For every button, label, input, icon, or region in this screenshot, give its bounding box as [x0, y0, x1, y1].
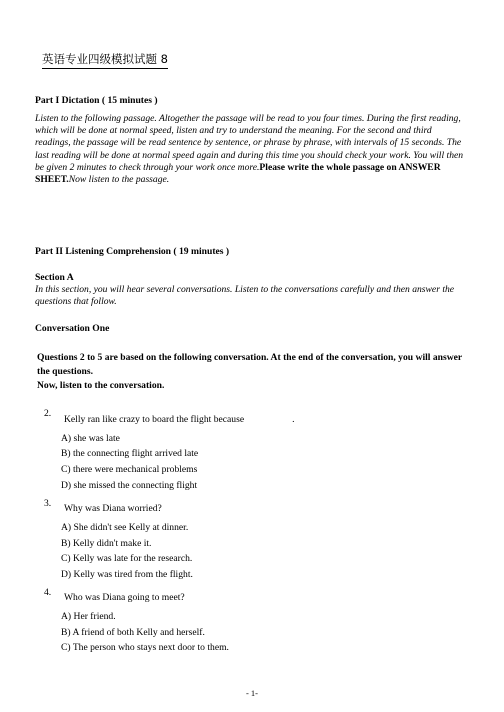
option-b: B) A friend of both Kelly and herself. — [61, 627, 205, 638]
section-a-heading: Section A — [35, 272, 74, 283]
part1-instructions-italic: Listen to the following passage. Altogether the passage will be read to you four times. During the first reading, which will be done at normal speed, listen and try to understand the meaning. For the second and third readings, the passage will be read sentence by sentence, or phrase by phrase, with intervals of 15 seconds. The last reading will be done at normal speed again and during this time you should check your work. You will then be given 2 minutes to check through your work once more. — [35, 113, 464, 173]
question-text: Why was Diana worried? — [64, 503, 162, 514]
question-text — [64, 414, 294, 425]
part1-instructions-tail: Now listen to the passage. — [68, 174, 170, 186]
option-c: C) The person who stays next door to them. — [61, 642, 229, 653]
part2-heading: Part II Listening Comprehension ( 19 minutes ) — [35, 246, 230, 257]
option-c: C) there were mechanical problems — [61, 464, 198, 475]
conversation-intro — [37, 351, 471, 393]
question-text: Who was Diana going to meet? — [64, 592, 185, 603]
question-stem: Kelly ran like crazy to board the flight because — [64, 414, 245, 425]
option-d: D) Kelly was tired from the flight. — [61, 569, 193, 580]
conversation-title: Conversation One — [35, 323, 110, 334]
option-b: B) Kelly didn't make it. — [61, 538, 152, 549]
option-a: A) Her friend. — [61, 611, 116, 622]
conversation-intro-line1: Questions 2 to 5 are based on the following conversation. At the end of the conversation, you will answer the questions. — [37, 352, 462, 377]
option-d: D) she missed the connecting flight — [61, 480, 198, 491]
part1-heading: Part I Dictation ( 15 minutes ) — [35, 95, 158, 106]
part1-instructions-bold: Please write the whole passage on ANSWER SHEET. — [35, 161, 441, 186]
option-a: A) She didn't see Kelly at dinner. — [61, 522, 189, 533]
option-c: C) Kelly was late for the research. — [61, 553, 193, 564]
question-number: 4. — [44, 587, 52, 598]
question-number: 2. — [44, 408, 52, 419]
page-title: 英语专业四级模拟试题 8 — [42, 51, 168, 69]
option-b: B) the connecting flight arrived late — [61, 448, 199, 459]
question-number: 3. — [44, 498, 52, 509]
blank-period: . — [292, 414, 295, 425]
option-a: A) she was late — [61, 433, 120, 444]
conversation-intro-line2: Now, listen to the conversation. — [37, 380, 165, 391]
section-a-instructions: In this section, you will hear several conversations. Listen to the conversations carefully and then answer the questions that follow. — [35, 284, 455, 308]
part1-instructions — [35, 113, 469, 186]
page-number: - 1- — [245, 688, 259, 698]
